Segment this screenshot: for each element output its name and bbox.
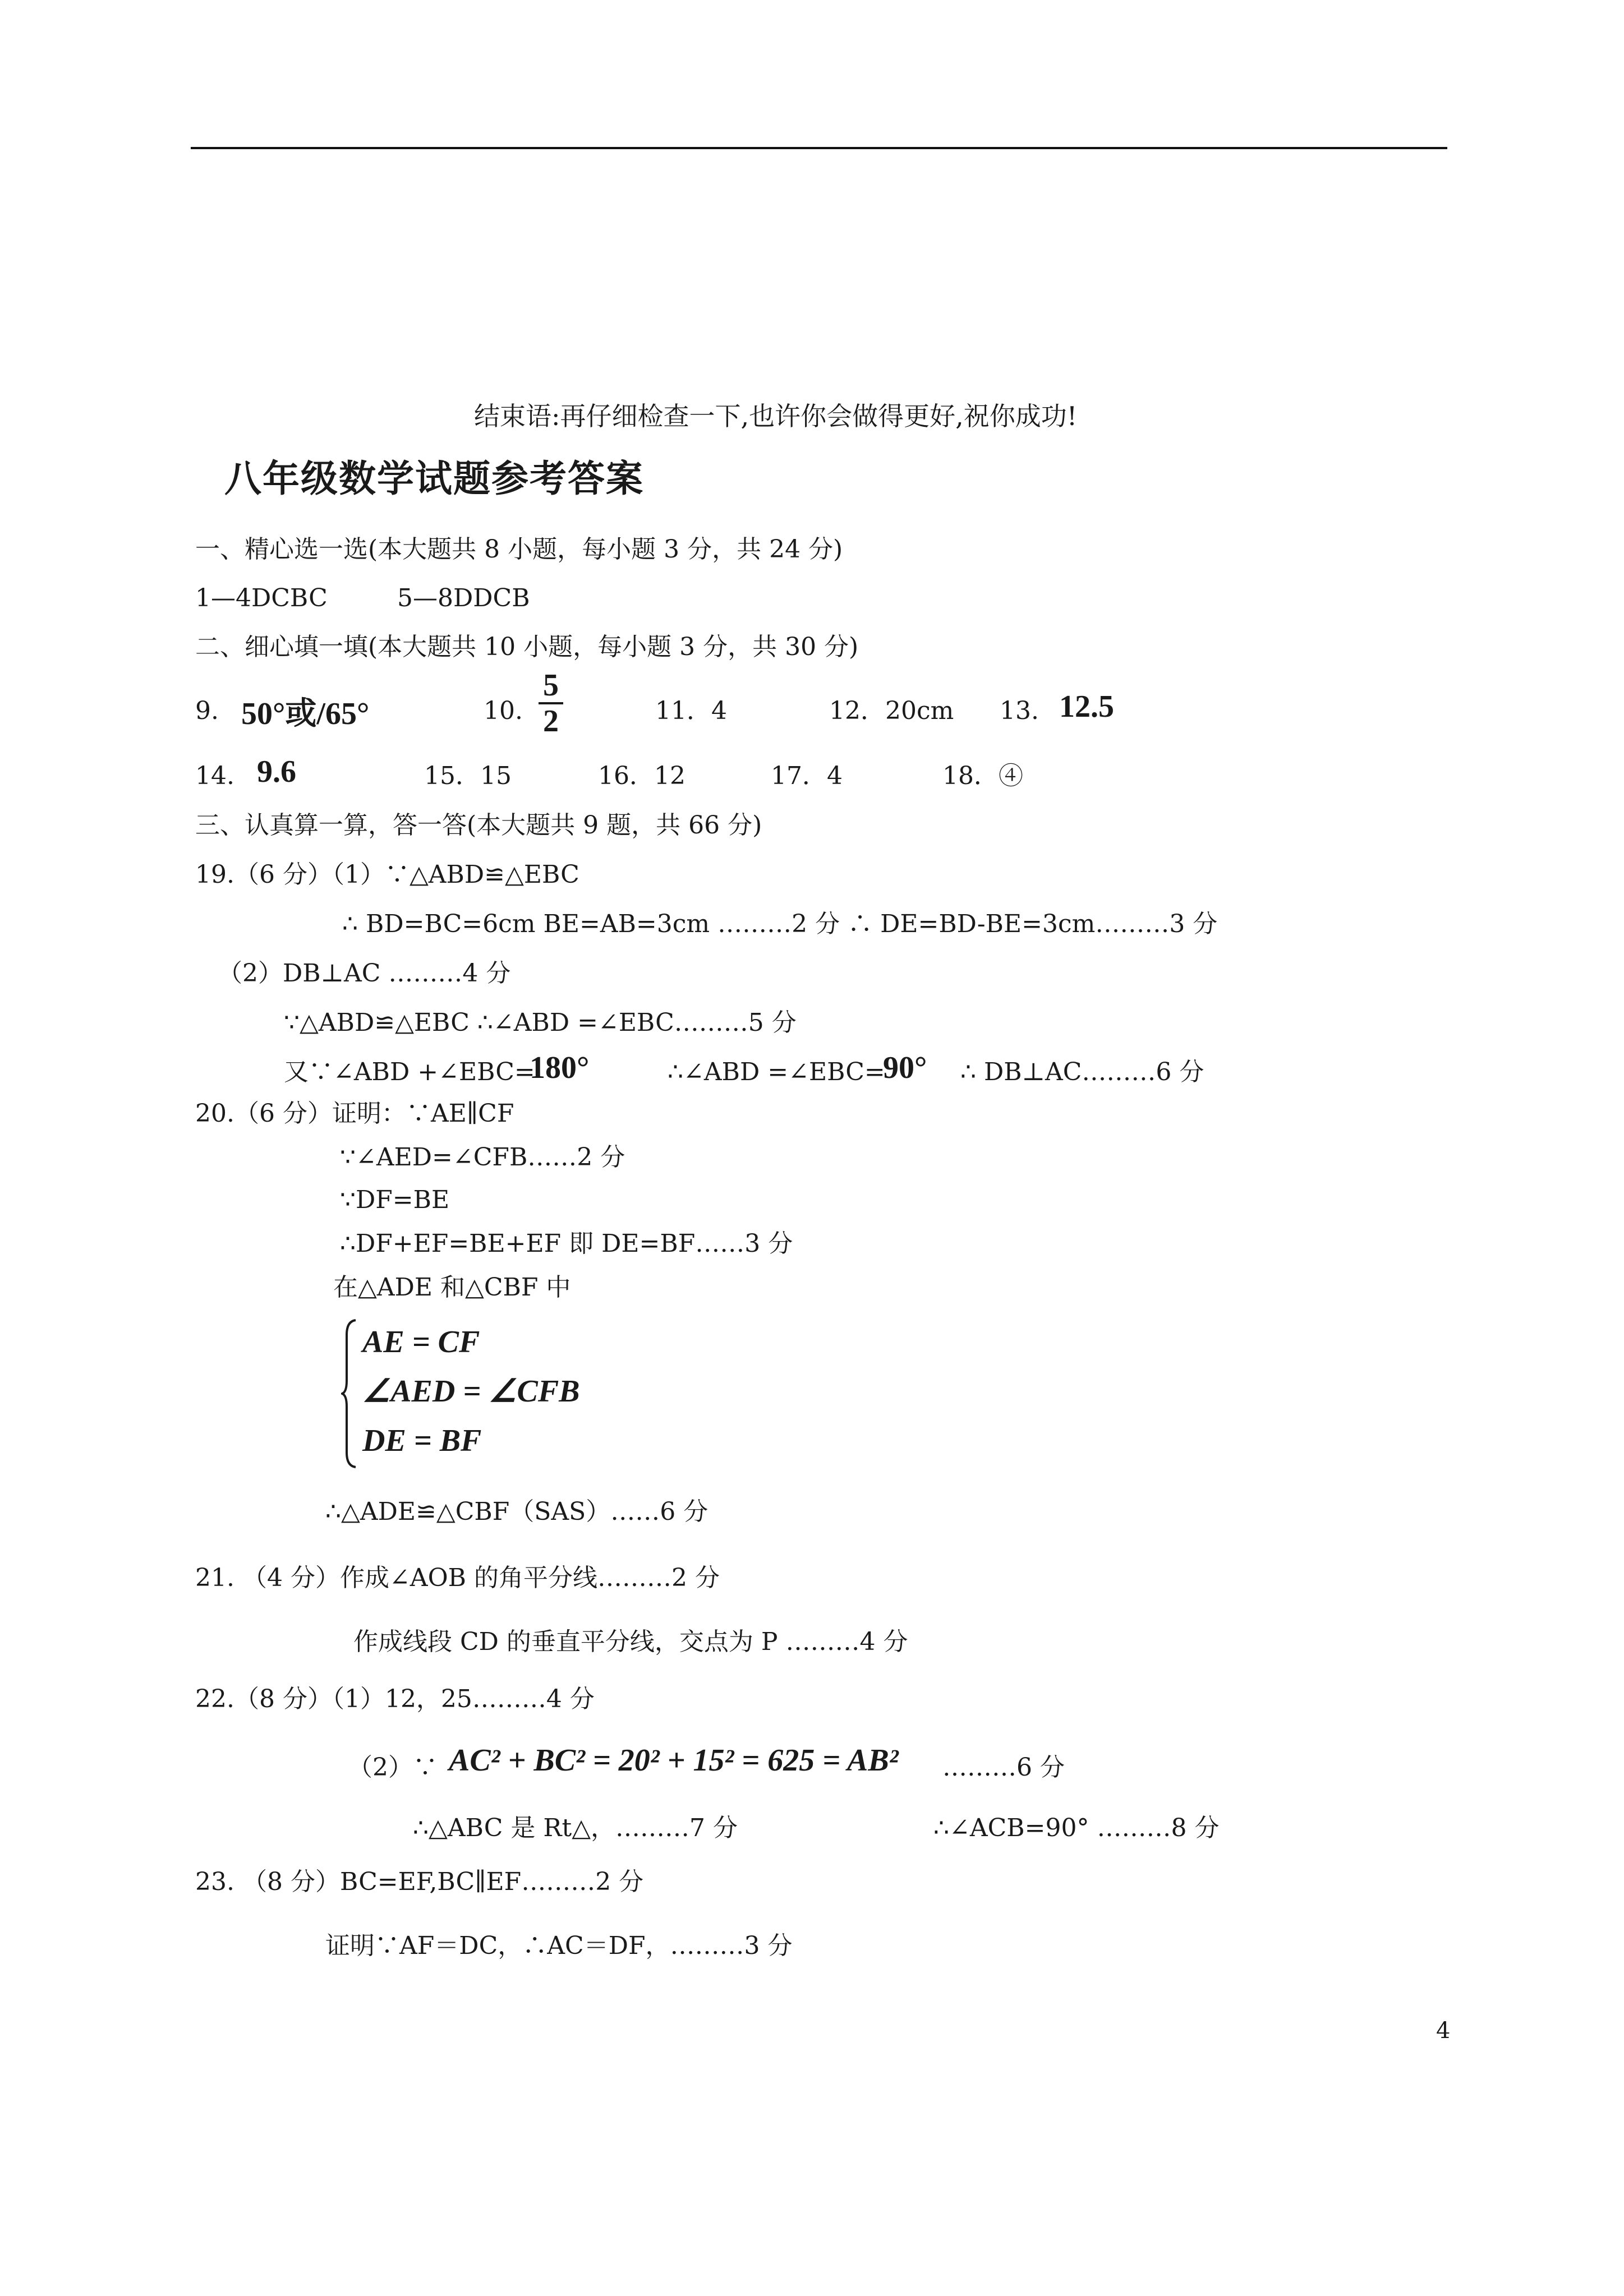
section-1-heading: 一、精心选一选(本大题共 8 小题，每小题 3 分，共 24 分) — [195, 535, 843, 564]
header-rule — [191, 147, 1447, 149]
section-2-heading: 二、细心填一填(本大题共 10 小题，每小题 3 分，共 30 分) — [195, 633, 859, 661]
q12: 12．20cm — [829, 697, 954, 725]
q20-line-2: ∵∠AED=∠CFB……2 分 — [340, 1143, 625, 1172]
q20-line-1: 20.（6 分）证明：∵AE∥CF — [195, 1099, 514, 1128]
fraction-denominator: 2 — [543, 704, 559, 739]
q20-line-3: ∵DF=BE — [340, 1186, 450, 1214]
q10-label: 10. — [484, 697, 523, 725]
q22-equation: AC² + BC² = 20² + 15² = 625 = AB² — [449, 1743, 899, 1778]
answers-1-4: 1—4DCBC — [195, 584, 328, 612]
q20-line-4: ∴DF+EF=BE+EF 即 DE=BF……3 分 — [340, 1229, 793, 1258]
q21-line-2: 作成线段 CD 的垂直平分线，交点为 P ………4 分 — [353, 1628, 908, 1656]
q20-line-6: ∴△ADE≌△CBF（SAS）……6 分 — [325, 1497, 709, 1526]
page-title: 八年级数学试题参考答案 — [224, 457, 644, 500]
q13-answer: 12.5 — [1059, 689, 1114, 724]
fraction-numerator: 5 — [539, 668, 563, 704]
q20-eq-3: DE = BF — [362, 1423, 482, 1458]
q19-line-5c: ∴∠ABD =∠EBC= — [668, 1058, 885, 1086]
q20-eq-1: AE = CF — [362, 1325, 480, 1359]
q15: 15．15 — [424, 762, 512, 790]
q23-line-1: 23. （8 分）BC=EF,BC∥EF………2 分 — [195, 1868, 644, 1896]
q10-fraction — [539, 668, 563, 738]
answers-5-8: 5—8DDCB — [397, 584, 530, 612]
q19-line-3: （2）DB⊥AC ………4 分 — [218, 959, 511, 988]
q19-line-4: ∵△ABD≌△EBC ∴∠ABD =∠EBC………5 分 — [284, 1008, 797, 1037]
q19-line-1: 19.（6 分）（1）∵△ABD≌△EBC — [195, 860, 579, 889]
q11: 11．4 — [655, 697, 727, 725]
section-3-heading: 三、认真算一算，答一答(本大题共 9 题，共 66 分) — [195, 811, 762, 840]
q9-label: 9. — [195, 697, 219, 725]
q22-line-2c: ………6 分 — [942, 1753, 1065, 1782]
q19-line-2: ∴ BD=BC=6cm BE=AB=3cm ………2 分 ∴ DE=BD-BE=3cm………3 分 — [342, 910, 1218, 938]
q17: 17．4 — [771, 762, 843, 790]
q20-line-5: 在△ADE 和△CBF 中 — [333, 1273, 571, 1302]
q9-answer: 50°或/65° — [241, 697, 370, 731]
q14-answer: 9.6 — [257, 754, 296, 789]
q19-angle-180: 180° — [530, 1050, 590, 1085]
page-number: 4 — [1436, 2018, 1451, 2044]
q18: 18．④ — [942, 762, 1023, 790]
q13-label: 13. — [1000, 697, 1039, 725]
q19-line-5e: ∴ DB⊥AC………6 分 — [960, 1058, 1204, 1086]
q23-line-2: 证明∵AF＝DC，∴AC＝DF，………3 分 — [325, 1931, 793, 1960]
q22-line-2a: （2）∵ — [348, 1753, 438, 1782]
q22-line-3b: ∴∠ACB=90° ………8 分 — [933, 1814, 1220, 1842]
q19-angle-90: 90° — [883, 1050, 927, 1085]
q16: 16．12 — [598, 762, 686, 790]
left-brace — [341, 1318, 358, 1469]
closing-remark: 结束语:再仔细检查一下,也许你会做得更好,祝你成功! — [474, 401, 1078, 431]
q20-eq-2: ∠AED = ∠CFB — [362, 1374, 580, 1409]
q22-line-3a: ∴△ABC 是 Rt△，………7 分 — [413, 1814, 738, 1842]
q22-line-1: 22.（8 分）（1）12，25………4 分 — [195, 1685, 595, 1713]
q14-label: 14. — [195, 762, 234, 790]
q21-line-1: 21. （4 分）作成∠AOB 的角平分线………2 分 — [195, 1564, 720, 1592]
q19-line-5a: 又∵∠ABD +∠EBC= — [284, 1058, 535, 1086]
